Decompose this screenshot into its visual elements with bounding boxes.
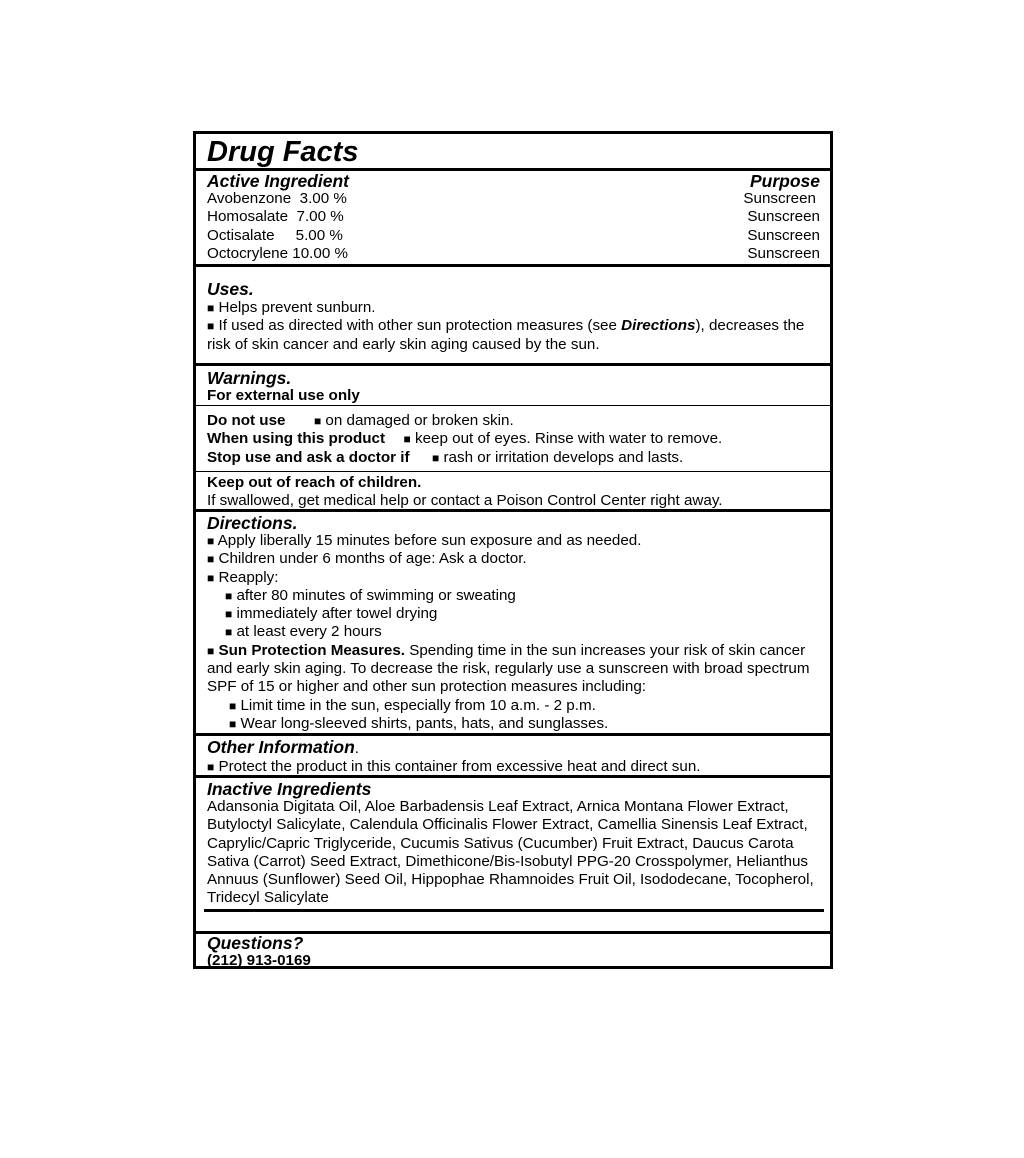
questions-heading: Questions? [207, 933, 304, 953]
ingredient-row [207, 208, 820, 226]
ingredient-row [207, 227, 820, 245]
ingredient-name: Homosalate [207, 208, 289, 226]
list-item: ■ Helps prevent sunburn. [207, 299, 376, 316]
bullet-icon: ■ [229, 698, 237, 713]
bullet-icon: ■ [432, 450, 440, 465]
bullet-icon: ■ [207, 534, 215, 548]
ingredient-percent: 7.00 % [296, 208, 344, 226]
ingredient-name: Octisalate [207, 226, 275, 244]
list-item: ■ Children under 6 months of age: Ask a doctor. [207, 550, 527, 568]
ingredient-percent: 3.00 % [299, 190, 347, 207]
other-information-heading: Other Information [207, 737, 355, 757]
title-section [196, 134, 830, 171]
ingredient-row [207, 190, 820, 208]
list-item: ■ Apply liberally 15 minutes before sun exposure and as needed. [207, 532, 642, 549]
divider [204, 909, 824, 912]
stop-use-line: Stop use and ask a doctor if ■ rash or irritation develops and lasts. [207, 448, 684, 466]
warnings-heading: Warnings. [207, 368, 292, 388]
list-item: ■ Reapply: [207, 568, 279, 586]
directions-reference: Directions [621, 317, 696, 335]
ingredient-percent: 5.00 % [295, 226, 343, 244]
do-not-use-line: Do not use ■ on damaged or broken skin. [207, 412, 514, 429]
when-using-line: When using this product ■ keep out of eyes. Rinse with water to remove. [207, 430, 723, 448]
purpose-heading: Purpose [749, 171, 820, 191]
bullet-icon: ■ [403, 432, 411, 447]
phone-number: (212) 913-0169 [207, 952, 311, 969]
uses-heading: Uses. [207, 279, 254, 299]
warnings-header-section [196, 366, 830, 406]
ingredient-purpose: Sunscreen [743, 190, 816, 207]
ingredient-name: Avobenzone [207, 190, 292, 207]
inactive-ingredients-section [196, 778, 830, 934]
ingredient-purpose: Sunscreen [747, 244, 820, 262]
ingredient-purpose: Sunscreen [747, 208, 820, 226]
list-item: ■ If used as directed with other sun protection measures (see Directions), decreases the risk of skin cancer and early skin aging caused by the sun. [207, 317, 805, 353]
keep-out-section [196, 472, 830, 512]
warnings-details-section [196, 406, 830, 472]
bullet-icon: ■ [207, 552, 215, 567]
page-title: Drug Facts [207, 136, 359, 168]
ingredient-row [207, 245, 820, 263]
active-ingredients-section [196, 171, 830, 267]
active-ingredient-heading: Active Ingredient [207, 171, 349, 191]
list-item: ■ after 80 minutes of swimming or sweating [225, 586, 516, 604]
directions-section [196, 512, 830, 736]
bullet-icon: ■ [207, 570, 215, 585]
list-item: ■ at least every 2 hours [225, 623, 382, 641]
ingredient-name: Octocrylene [207, 244, 289, 262]
bullet-icon: ■ [225, 588, 233, 603]
sun-protection-paragraph: ■ Sun Protection Measures. Spending time in the sun increases your risk of skin cancer and early skin aging. To decrease the risk, regularly use a sunscreen with broad spectrum SPF of 15 or higher and other sun protection measures including: [207, 641, 810, 696]
inactive-ingredients-heading: Inactive Ingredients [207, 779, 372, 799]
bullet-icon: ■ [229, 716, 237, 731]
external-use-label: For external use only [207, 387, 360, 404]
bullet-icon: ■ [207, 301, 215, 315]
questions-section [196, 934, 830, 969]
bullet-icon: ■ [225, 607, 233, 622]
list-item: ■ Protect the product in this container from excessive heat and direct sun. [207, 758, 701, 776]
ingredient-percent: 10.00 % [292, 244, 349, 262]
bullet-icon: ■ [207, 319, 215, 334]
bullet-icon: ■ [225, 625, 233, 640]
keep-out-text: If swallowed, get medical help or contact a Poison Control Center right away. [207, 492, 723, 510]
directions-heading: Directions. [207, 513, 298, 533]
bullet-icon: ■ [207, 760, 215, 775]
list-item: ■ Limit time in the sun, especially from 10 a.m. - 2 p.m. [229, 696, 596, 714]
list-item: ■ Wear long-sleeved shirts, pants, hats, and sunglasses. [229, 714, 609, 732]
list-item: ■ immediately after towel drying [225, 605, 438, 623]
uses-section [196, 267, 830, 366]
inactive-ingredients-text: Adansonia Digitata Oil, Aloe Barbadensis Leaf Extract, Arnica Montana Flower Extract, Butyloctyl Salicylate, Calendula Officinalis Flower Extract, Camellia Sinensis Leaf Extract, Caprylic/Capric Triglyceride, Cucumis Sativus (Cucumber) Fruit Extract, Daucus Carota Sativa (Carrot) Seed Extract, Dimethicone/Bis-Isobutyl PPG-20 Crosspolymer, Helianthus Annuus (Sunflower) Seed Oil, Hippophae Rhamnoides Fruit Oil, Isododecane, Tocopherol, Tridecyl Salicylate [207, 798, 814, 907]
keep-out-label: Keep out of reach of children. [207, 474, 422, 491]
drug-facts-panel [193, 131, 833, 969]
other-information-section: Other Information. ■ Protect the product in this container from excessive heat and direct sun. [196, 736, 830, 778]
bullet-icon: ■ [207, 643, 215, 658]
bullet-icon: ■ [313, 414, 322, 428]
ingredient-purpose: Sunscreen [747, 226, 820, 244]
